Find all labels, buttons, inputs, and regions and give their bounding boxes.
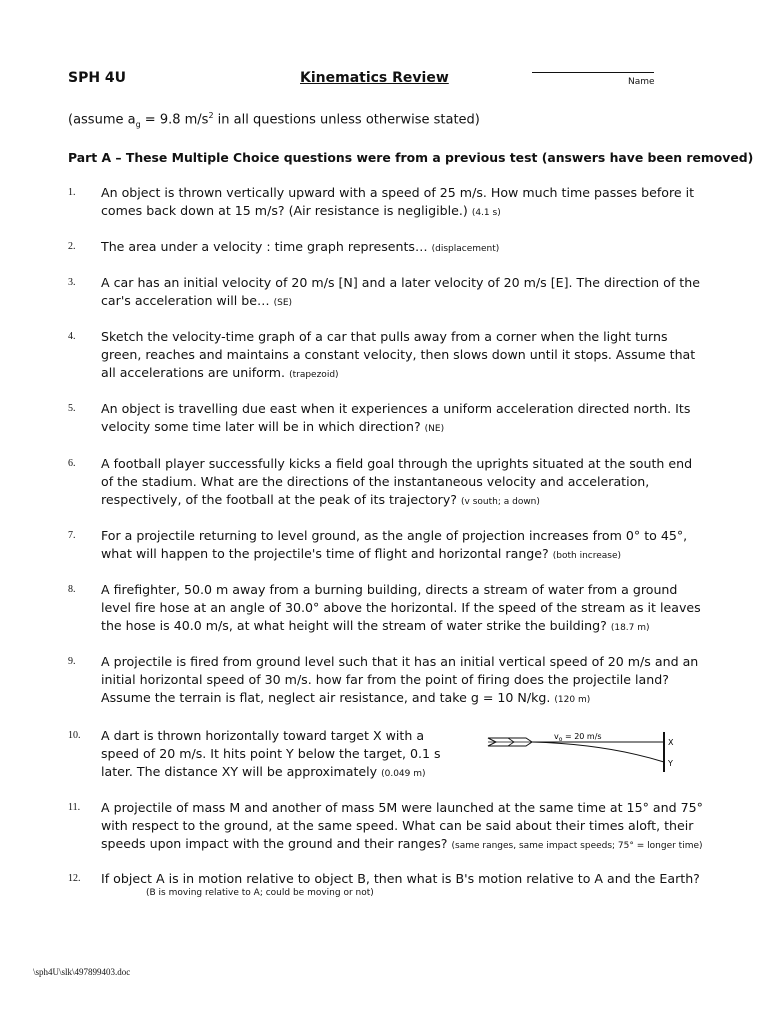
question-9 [68,653,708,709]
question-text: Sketch the velocity-time graph of a car that pulls away from a corner when the light turns green, reaches and maintains a constant velocity, then slows down until it stops. Assume that all accelerations are uniform. [101,329,696,380]
question-3 [68,274,708,312]
file-path-footer: \sph4U\slk\497899403.doc [33,967,131,977]
question-number: 3. [68,277,76,288]
document-title: Kinematics Review [300,70,449,86]
question-5 [68,400,708,438]
question-answer: (v south; a down) [461,497,540,507]
question-text-block [101,184,708,222]
dart-trajectory [532,742,664,762]
question-number: 8. [68,584,76,595]
assume-value: = 9.8 m/s [140,112,209,128]
question-text-block [101,328,708,384]
question-6 [68,455,708,511]
question-answer: (4.1 s) [471,208,501,218]
assumption-note [68,111,480,129]
question-number: 12. [68,873,81,884]
question-text: An object is travelling due east when it experiences a uniform acceleration directed north. Its velocity some time later will be in which direction? [101,401,691,434]
question-answer: (displacement) [431,244,500,254]
question-answer: (B is moving relative to A; could be moving or not) [146,888,374,898]
question-text: A projectile is fired from ground level such that it has an initial vertical speed of 20 m/s and an initial horizontal speed of 30 m/s. how far from the point of firing does the projectile land? Assume the terrain is flat, neglect air resistance, and take g = 10 N/kg. [101,654,699,705]
assume-subscript: g [135,119,141,129]
assume-superscript: 2 [208,111,214,120]
dart-diagram [486,728,686,776]
part-a-heading: Part A – These Multiple Choice questions were from a previous test (answers have been removed) [68,150,754,165]
question-text-block [101,527,708,565]
question-number: 9. [68,656,76,667]
question-answer: (trapezoid) [289,370,339,380]
question-number: 2. [68,241,76,252]
assume-suffix: in all questions unless otherwise stated) [213,112,480,128]
question-text-block [101,274,708,312]
question-answer: (NE) [424,424,445,434]
question-text: A football player successfully kicks a field goal through the uprights situated at the south end of the stadium. What are the directions of the instantaneous velocity and acceleration, respectively, of the football at the peak of its trajectory? [101,456,693,507]
question-8 [68,581,708,637]
question-text: A projectile of mass M and another of mass 5M were launched at the same time at 15° and 75° with respect to the ground, at the same speed. What can be said about their times aloft, their speeds upon impact with the ground and their ranges? [101,800,703,851]
question-number: 11. [68,802,81,813]
dart-icon [488,738,532,746]
question-answer: (SE) [273,298,293,308]
point-y-label: Y [668,759,673,768]
question-number: 7. [68,530,76,541]
question-text-block [101,799,708,855]
question-answer: (120 m) [554,695,591,705]
question-text-block [101,870,708,888]
question-number: 4. [68,331,76,342]
question-11 [68,799,708,855]
assume-prefix: (assume a [68,112,136,128]
name-blank-line [532,72,654,73]
point-x-label: X [668,738,674,747]
question-answer: (0.049 m) [381,769,426,779]
question-2 [68,238,708,258]
question-text: If object A is in motion relative to object B, then what is B's motion relative to A and the Earth? [101,871,700,886]
question-text-block [101,238,708,258]
name-label: Name [628,77,655,87]
question-text-block [101,581,708,637]
question-text: A firefighter, 50.0 m away from a burning building, directs a stream of water from a ground level fire hose at an angle of 30.0° above the horizontal. If the speed of the stream as it leaves the hose is 40.0 m/s, at what height will the stream of water strike the building? [101,582,701,633]
question-text: A dart is thrown horizontally toward target X with a speed of 20 m/s. It hits point Y below the target, 0.1 s later. The distance XY will be approximately [101,728,441,779]
question-number: 6. [68,458,76,469]
question-4 [68,328,708,384]
question-text: The area under a velocity : time graph represents… [101,239,428,254]
course-code: SPH 4U [68,70,127,86]
question-text-block [101,400,708,438]
question-1 [68,184,708,222]
question-text: For a projectile returning to level ground, as the angle of projection increases from 0° to 45°, what will happen to the projectile's time of flight and horizontal range? [101,528,688,561]
question-text: A car has an initial velocity of 20 m/s [N] and a later velocity of 20 m/s [E]. The direction of the car's acceleration will be… [101,275,700,308]
question-text: An object is thrown vertically upward with a speed of 25 m/s. How much time passes before it comes back down at 15 m/s? (Air resistance is negligible.) [101,185,695,218]
question-answer: (same ranges, same impact speeds; 75° = longer time) [451,841,703,851]
question-answer: (18.7 m) [610,623,650,633]
question-text-block [101,727,456,783]
question-text-block [101,455,708,511]
question-number: 5. [68,403,76,414]
question-text-block [101,653,708,709]
question-number: 1. [68,187,76,198]
question-answer: (both increase) [552,551,622,561]
question-12 [68,870,708,888]
question-7 [68,527,708,565]
velocity-label: $v_o = 20$ m/s [554,732,602,743]
question-number: 10. [68,730,81,741]
